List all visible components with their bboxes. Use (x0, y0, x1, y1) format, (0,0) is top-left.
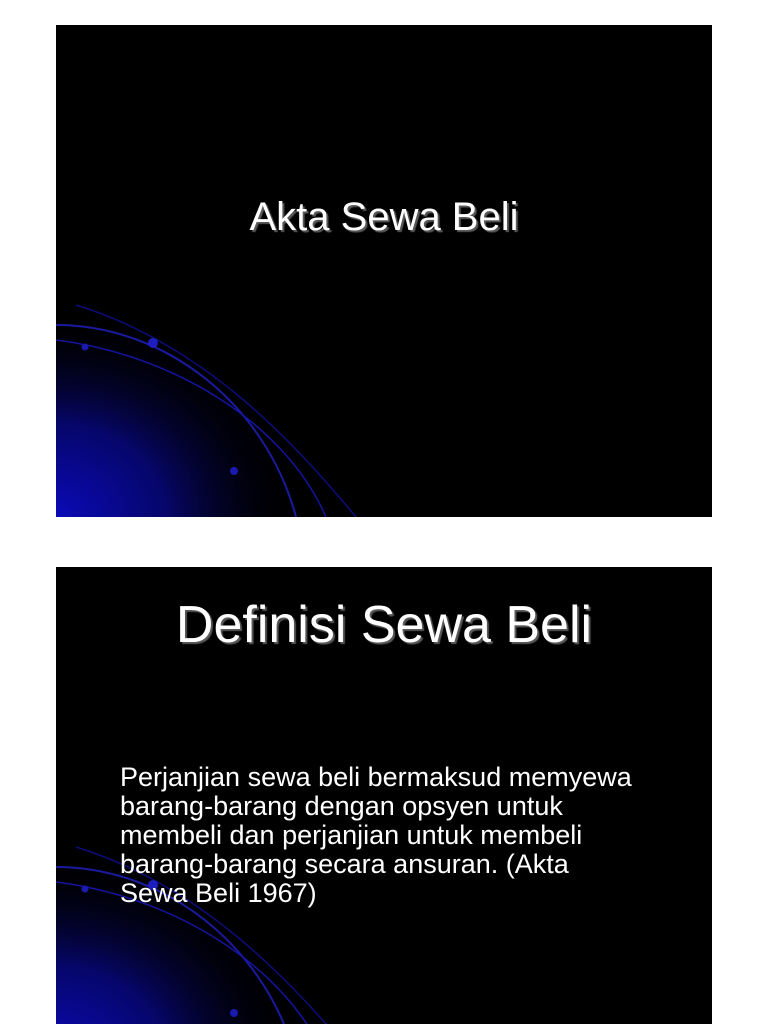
slide-1 (56, 25, 712, 517)
body-line: barang-barang secara ansuran. (Akta (120, 849, 569, 879)
slide-title: Akta Sewa Beli (249, 195, 519, 239)
body-line: membeli dan perjanjian untuk membeli (120, 820, 583, 850)
body-line: barang-barang dengan opsyen untuk (120, 791, 563, 821)
blue-swirl-decoration (56, 25, 712, 517)
slide-body-text (120, 763, 690, 908)
slide-2 (56, 567, 712, 1024)
slide-title: Definisi Sewa Beli (175, 596, 593, 654)
body-line: Perjanjian sewa beli bermaksud memyewa (120, 762, 632, 792)
body-line: Sewa Beli 1967) (120, 878, 317, 908)
